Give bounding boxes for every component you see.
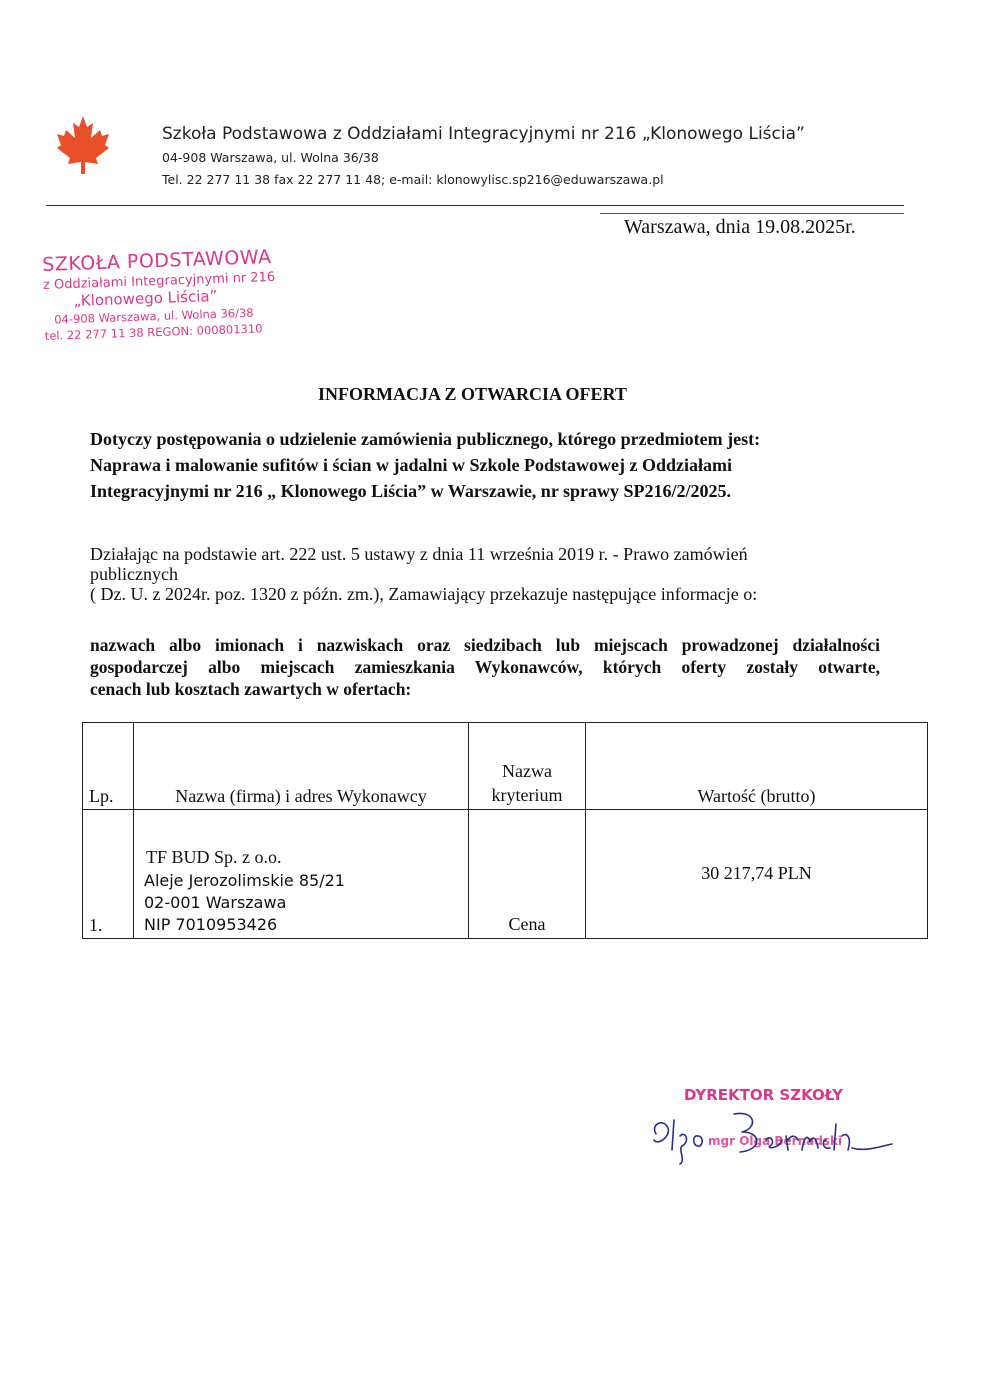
director-title: DYREKTOR SZKOŁY (684, 1086, 843, 1104)
contractor-city: 02-001 Warszawa (144, 893, 287, 912)
school-name: Szkoła Podstawowa z Oddziałami Integracyjnymi nr 216 „Klonowego Liścia” (162, 124, 805, 144)
school-address: 04-908 Warszawa, ul. Wolna 36/38 (162, 150, 379, 165)
contractor-name: TF BUD Sp. z o.o. (146, 847, 282, 867)
info-line: gospodarczej albo miejscach zamieszkania Wykonawców, których oferty zostały otwarte, (90, 657, 880, 677)
stamp-line: tel. 22 277 11 38 REGON: 000801310 (44, 320, 263, 343)
stamp-line: 04-908 Warszawa, ul. Wolna 36/38 (53, 305, 254, 327)
contractor-nip: NIP 7010953426 (144, 915, 278, 934)
cell-value: 30 217,74 PLN (586, 810, 928, 939)
header-divider-short (600, 213, 904, 214)
handwritten-signature (646, 1106, 896, 1166)
stamp-line: z Oddziałami Integracyjnymi nr 216 (42, 269, 276, 293)
subject-line: Naprawa i malowanie sufitów i ścian w jadalni w Szkole Podstawowej z Oddziałami (90, 455, 733, 475)
info-line: cenach lub kosztach zawartych w ofertach: (90, 679, 412, 699)
info-paragraph (90, 634, 880, 700)
contractor-street: Aleje Jerozolimskie 85/21 (144, 871, 345, 890)
stamp-line: SZKOŁA PODSTAWOWA (41, 245, 272, 276)
header-contractor: Nazwa (firma) i adres Wykonawcy (134, 723, 469, 810)
table-header-row (83, 723, 928, 810)
school-stamp (41, 245, 277, 343)
header-lp: Lp. (83, 723, 134, 810)
legal-basis-paragraph (90, 544, 880, 604)
header-criterion-line: Nazwa (502, 761, 552, 781)
school-contact: Tel. 22 277 11 38 fax 22 277 11 48; e-mail: klonowylisc.sp216@eduwarszawa.pl (162, 172, 664, 187)
info-line: nazwach albo imionach i nazwiskach oraz siedzibach lub miejscach prowadzonej działalności (90, 635, 880, 655)
table-row (83, 810, 928, 939)
cell-lp: 1. (83, 810, 134, 939)
document-title: INFORMACJA Z OTWARCIA OFERT (318, 384, 627, 404)
cell-contractor (134, 810, 469, 939)
director-name-stamp: mgr Olga Bernadski (708, 1134, 843, 1148)
cell-criterion: Cena (469, 810, 586, 939)
subject-line: Dotyczy postępowania o udzielenie zamówienia publicznego, którego przedmiotem jest: (90, 429, 761, 449)
subject-line: Integracyjnymi nr 216 „ Klonowego Liścia” w Warszawie, nr sprawy SP216/2/2025. (90, 481, 731, 501)
header-divider (46, 205, 904, 206)
document-date: Warszawa, dnia 19.08.2025r. (624, 216, 856, 238)
maple-leaf-icon (56, 114, 110, 176)
offers-table (82, 722, 928, 939)
legal-line: publicznych (90, 564, 178, 584)
legal-line: Działając na podstawie art. 222 ust. 5 ustawy z dnia 11 września 2019 r. - Prawo zamówień (90, 544, 748, 564)
legal-line: ( Dz. U. z 2024r. poz. 1320 z późn. zm.), Zamawiający przekazuje następujące informacje o: (90, 584, 758, 604)
subject-paragraph (90, 426, 870, 504)
header-value: Wartość (brutto) (586, 723, 928, 810)
stamp-line: „Klonowego Liścia” (73, 286, 218, 310)
header-criterion (469, 723, 586, 810)
header-criterion-line: kryterium (491, 785, 563, 805)
